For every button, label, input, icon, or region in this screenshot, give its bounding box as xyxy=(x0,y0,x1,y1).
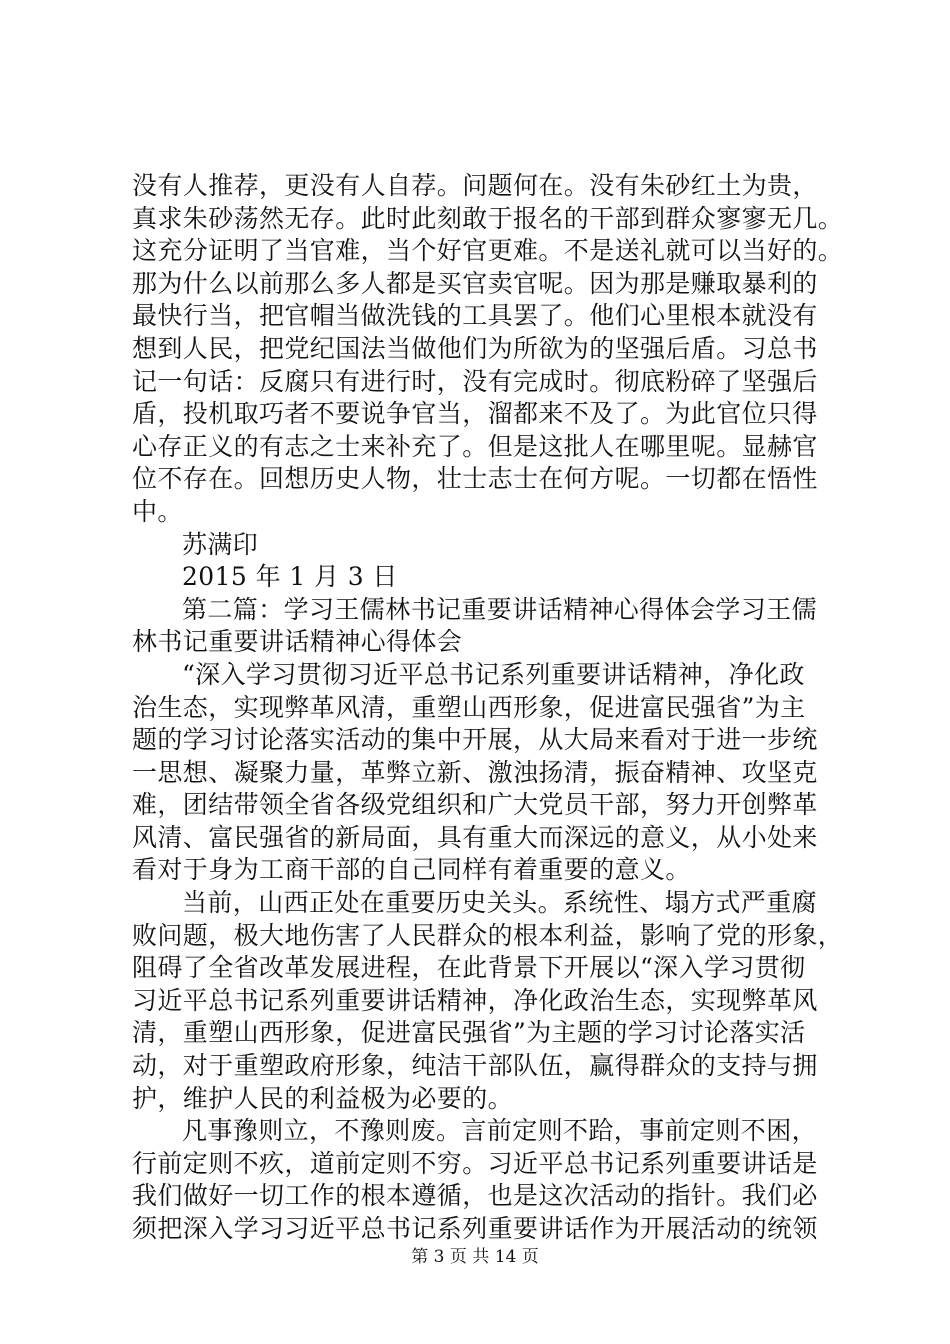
text-line: 凡事豫则立，不豫则废。言前定则不跲，事前定则不困， xyxy=(182,1116,818,1146)
text-line: 行前定则不疚，道前定则不穷。习近平总书记系列重要讲话是 xyxy=(132,1148,818,1178)
text-line: 我们做好一切工作的根本遵循，也是这次活动的指针。我们必 xyxy=(132,1181,818,1211)
paragraph xyxy=(132,170,844,529)
text-line: 盾，投机取巧者不要说争官当，溜都来不及了。为此官位只得 xyxy=(132,399,818,429)
text-line: 位不存在。回想历史人物，壮士志士在何方呢。一切都在悟性 xyxy=(132,464,818,494)
page-number: 第 3 页 共 14 页 xyxy=(411,1247,539,1267)
text-line: 护，维护人民的利益极为必要的。 xyxy=(132,1083,514,1113)
text-line: 风清、富民强省的新局面，具有重大而深远的意义，从小处来 xyxy=(132,822,818,852)
text-line: 最快行当，把官帽当做洗钱的工具罢了。他们心里根本就没有 xyxy=(132,301,818,331)
text-line: 那为什么以前那么多人都是买官卖官呢。因为那是赚取暴利的 xyxy=(132,268,818,298)
paragraph xyxy=(132,887,844,1115)
text-line: 习近平总书记系列重要讲话精神，净化政治生态，实现弊革风 xyxy=(132,985,818,1015)
text-line: 题的学习讨论落实活动的集中开展，从大局来看对于进一步统 xyxy=(132,725,818,755)
text-line: 这充分证明了当官难，当个好官更难。不是送礼就可以当好的。 xyxy=(132,236,844,266)
text-line: 想到人民，把党纪国法当做他们为所欲为的坚强后盾。习总书 xyxy=(132,333,818,363)
text-line: 没有人推荐，更没有人自荐。问题何在。没有朱砂红土为贵， xyxy=(132,171,818,200)
text-line: 治生态，实现弊革风清，重塑山西形象，促进富民强省”为主 xyxy=(132,692,806,722)
text-line: 看对于身为工商干部的自己同样有着重要的意义。 xyxy=(132,855,691,885)
text-line: 阻碍了全省改革发展进程，在此背景下开展以“深入学习贯彻 xyxy=(132,953,806,983)
paragraph xyxy=(132,1115,832,1245)
text-line: 心存正义的有志之士来补充了。但是这批人在哪里呢。显赫官 xyxy=(132,431,818,461)
text-line: “深入学习贯彻习近平总书记系列重要讲话精神，净化政 xyxy=(182,659,805,689)
section-heading xyxy=(132,594,832,659)
text-line: 须把深入学习习近平总书记系列重要讲话作为开展活动的统领 xyxy=(132,1214,818,1243)
document-body xyxy=(132,170,844,1246)
date-text: 2015 年 1 月 3 日 xyxy=(182,562,398,592)
text-line: 难，团结带领全省各级党组织和广大党员干部，努力开创弊革 xyxy=(132,790,818,820)
text-line: 败问题，极大地伤害了人民群众的根本利益，影响了党的形象， xyxy=(132,920,844,950)
text-line: 当前，山西正处在重要历史关头。系统性、塌方式严重腐 xyxy=(182,888,818,918)
text-line: 清，重塑山西形象，促进富民强省”为主题的学习讨论落实活 xyxy=(132,1018,806,1048)
text-line: 真求朱砂荡然无存。此时此刻敢于报名的干部到群众寥寥无几。 xyxy=(132,203,844,233)
text-line: 中。 xyxy=(132,496,183,526)
page-footer xyxy=(0,1242,950,1267)
text-line: 一思想、凝聚力量，革弊立新、激浊扬清，振奋精神、攻坚克 xyxy=(132,757,818,787)
paragraph xyxy=(132,659,832,887)
author-name: 苏满印 xyxy=(182,529,259,559)
text-line: 第二篇：学习王儒林书记重要讲话精神心得体会学习王儒 xyxy=(182,594,818,624)
text-line: 记一句话：反腐只有进行时，没有完成时。彻底粉碎了坚强后 xyxy=(132,366,818,396)
text-line: 动，对于重塑政府形象，纯洁干部队伍，赢得群众的支持与拥 xyxy=(132,1051,818,1081)
author-signature xyxy=(132,529,832,562)
text-line: 林书记重要讲话精神心得体会 xyxy=(132,627,463,657)
date-line xyxy=(132,561,832,594)
